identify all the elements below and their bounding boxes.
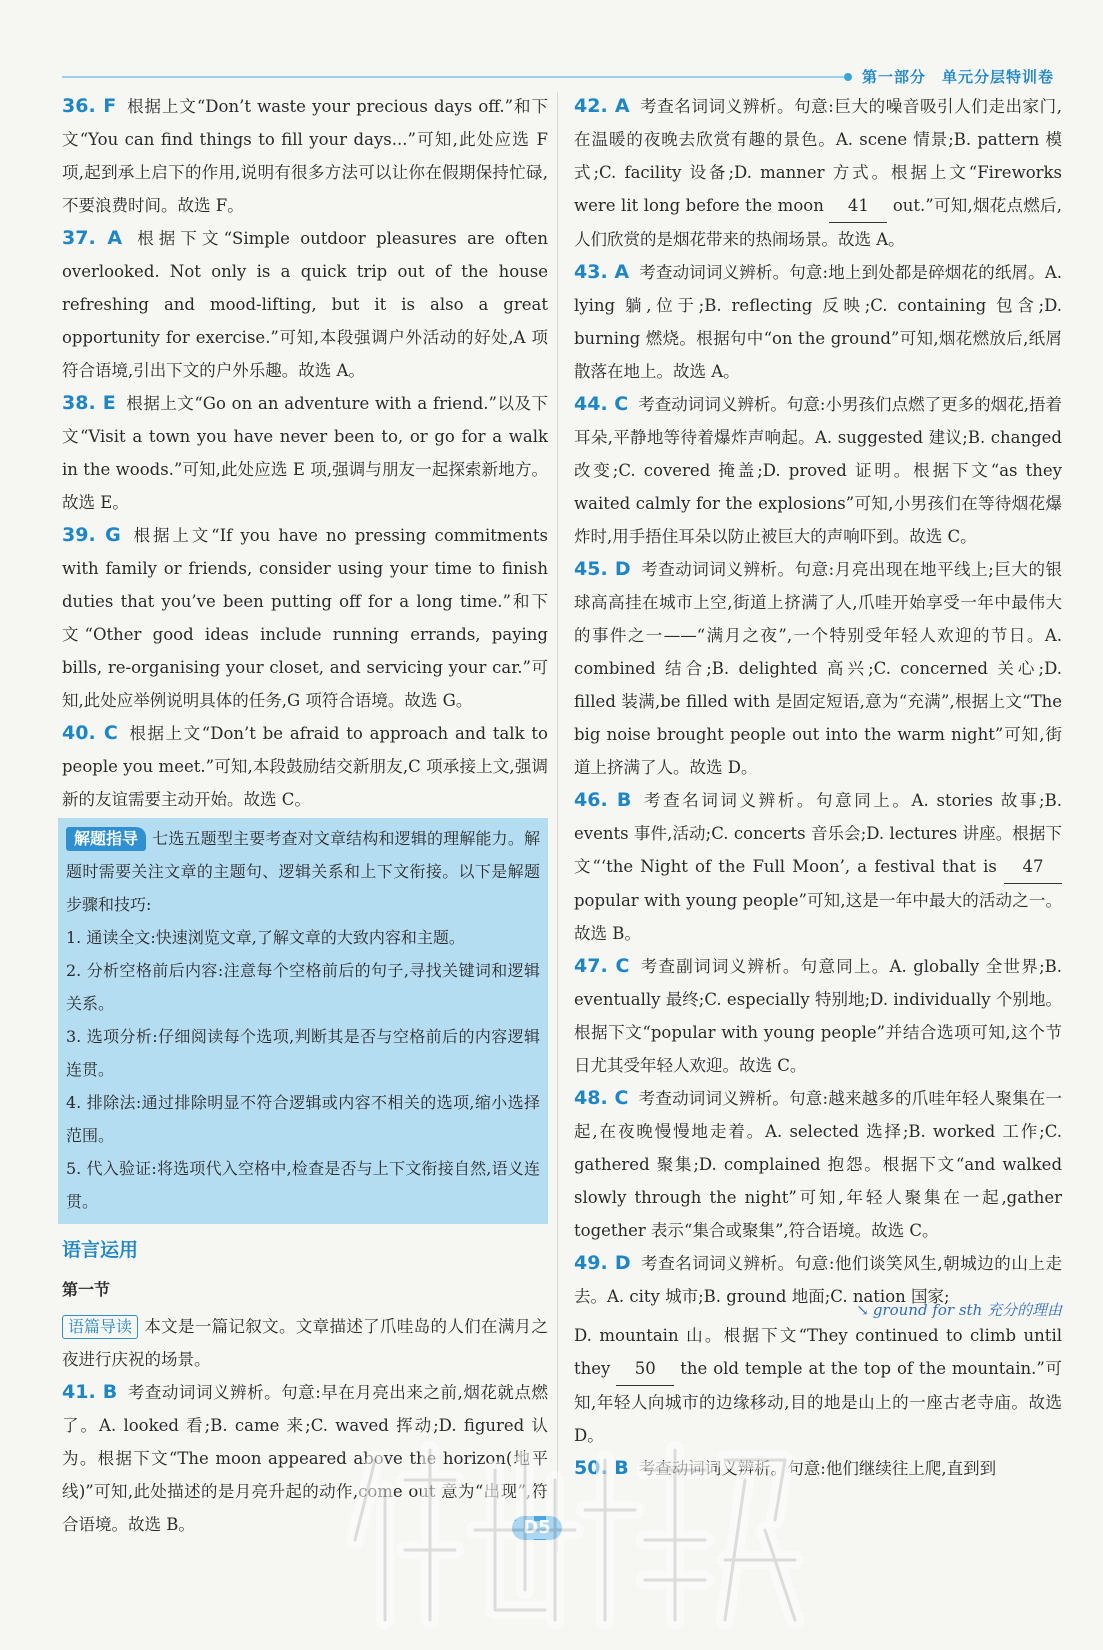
- answer-number: 48. C: [574, 1087, 629, 1109]
- header-line: [62, 76, 844, 78]
- answer-number: 38. E: [62, 392, 116, 414]
- answer-text: 考查动词词义辨析。句意:小男孩们点燃了更多的烟花,捂着耳朵,平静地等待着爆炸声响起。A. suggested 建议;B. changed 改变;C. covered 掩盖;D. proved 证明。根据下文“as they waited calmly for the explosions”可知,小男孩们在等待烟花爆炸时,用手捂住耳朵以防止被巨大的声响吓到。故选 C。: [574, 395, 1062, 546]
- answer-text: 考查动词词义辨析。句意:早在月亮出来之前,烟花就点燃了。A. looked 看;B. came 来;C. waved 挥动;D. figured 认为。根据下文“The moon appeared above the horizon(地平线)”可知,此处描述的是月亮升起的动作,come out 意为“出现”,符合语境。故选 B。: [62, 1383, 548, 1534]
- solving-guide-tag: 解题指导: [66, 827, 146, 851]
- answer-text: the old temple at the top of the mountain.”可知,年轻人向城市的边缘移动,目的地是山上的一座古老寺庙。故选 D。: [574, 1359, 1062, 1445]
- column-divider: [557, 92, 558, 1552]
- answer-text: 根据下文“Simple outdoor pleasures are often overlooked. Not only is a quick trip out of the house refreshing and mood-lifting, but it is also a great opportunity for exercise.”可知,本段强调户外活动的好处,A 项符合语境,引出下文的户外乐趣。故选 A。: [62, 229, 548, 380]
- blank-number: 47: [1004, 850, 1062, 884]
- handwritten-note-text: ground for sth 充分的理由: [872, 1301, 1062, 1319]
- answer-number: 40. C: [62, 722, 118, 744]
- header-dot: [844, 73, 852, 81]
- header-title: 单元分层特训卷: [942, 68, 1055, 86]
- answer-text: out.”可知,烟花点燃后,人们欣赏的是烟花带来的热闹场景。故选 A。: [574, 196, 1063, 249]
- answer-text: 考查名词词义辨析。句意:巨大的噪音吸引人们走出家门,在温暖的夜晚去欣赏有趣的景色。A. scene 情景;B. pattern 模式;C. facility 设备;D. manner 方式。根据上文“Fireworks were lit long before the moon: [574, 97, 1062, 215]
- guide-step: 5. 代入验证:将选项代入空格中,检查是否与上下文衔接自然,语义连贯。: [66, 1159, 540, 1211]
- solving-guide-box: [58, 818, 548, 1224]
- answer-47: [574, 950, 1062, 1082]
- answer-38: [62, 387, 548, 519]
- answer-text: 根据上文“Don’t be afraid to approach and talk to people you meet.”可知,本段鼓励结交新朋友,C 项承接上文,强调新的友谊需要主动开始。故选 C。: [62, 724, 548, 809]
- reading-guide-text: 本文是一篇记叙文。文章描述了爪哇岛的人们在满月之夜进行庆祝的场景。: [62, 1317, 548, 1369]
- section-title: 语言运用: [62, 1239, 139, 1261]
- answer-number: 44. C: [574, 393, 629, 415]
- answer-text: D. mountain 山。根据下文“They continued to climb until they: [574, 1326, 1062, 1378]
- right-column: [574, 90, 1062, 1485]
- answer-36: [62, 90, 548, 222]
- solving-guide-intro: 七选五题型主要考查对文章结构和逻辑的理解能力。解题时需要关注文章的主题句、逻辑关系和上下文衔接。以下是解题步骤和技巧:: [66, 829, 540, 914]
- answer-48: [574, 1082, 1062, 1247]
- header-part: 第一部分: [862, 68, 927, 86]
- answer-number: 39. G: [62, 524, 121, 546]
- answer-41: [62, 1376, 548, 1541]
- answer-text: 考查动词词义辨析。句意:他们继续往上爬,直到到: [638, 1459, 997, 1478]
- answer-45: [574, 553, 1062, 784]
- reading-guide-tag: 语篇导读: [62, 1315, 138, 1339]
- answer-number: 42. A: [574, 95, 630, 117]
- answer-39: [62, 519, 548, 717]
- answer-text: 考查名词词义辨析。句意同上。A. stories 故事;B. events 事件,活动;C. concerts 音乐会;D. lectures 讲座。根据下文“‘the Night of the Full Moon’, a festival that is: [574, 791, 1062, 876]
- reading-guide: [62, 1310, 548, 1376]
- guide-step: 3. 选项分析:仔细阅读每个选项,判断其是否与空格前后的内容逻辑连贯。: [66, 1027, 540, 1079]
- answer-text: 考查副词词义辨析。句意同上。A. globally 全世界;B. eventually 最终;C. especially 特别地;D. individually 个别地。根据下文“popular with young people”并结合选项可知,这个节日尤其受年轻人欢迎。故选 C。: [574, 957, 1062, 1075]
- answer-40: [62, 717, 548, 816]
- answer-50: [574, 1452, 1062, 1485]
- answer-number: 37. A: [62, 227, 123, 249]
- answer-number: 47. C: [574, 955, 630, 977]
- page-header: [862, 66, 1054, 87]
- answer-43: [574, 256, 1062, 388]
- answer-text: 根据上文“If you have no pressing commitments with family or friends, consider using your time to finish duties that you’ve been putting off for a long time.”和下文“Other good ideas include running errands, paying bills, re-organising your closet, and servicing your car.”可知,此处应举例说明具体的任务,G 项符合语境。故选 G。: [62, 526, 549, 710]
- answer-text: 考查名词词义辨析。句意:他们谈笑风生,朝城边的山上走去。A. city 城市;B. ground 地面;C. nation 国家;: [574, 1254, 1062, 1306]
- answer-text: 考查动词词义辨析。句意:地上到处都是碎烟花的纸屑。A. lying 躺,位于;B. reflecting 反映;C. containing 包含;D. burning 燃烧。根据句中“on the ground”可知,烟花燃放后,纸屑散落在地上。故选 A。: [574, 263, 1062, 381]
- page-number: D5: [512, 1516, 562, 1540]
- answer-text: 考查动词词义辨析。句意:越来越多的爪哇年轻人聚集在一起,在夜晚慢慢地走着。A. selected 选择;B. worked 工作;C. gathered 聚集;D. complained 抱怨。根据下文“and walked slowly through the night”可知,年轻人聚集在一起,gather together 表示“集合或聚集”,符合语境。故选 C。: [574, 1089, 1063, 1240]
- answer-number: 45. D: [574, 558, 631, 580]
- answer-number: 49. D: [574, 1252, 631, 1274]
- guide-step: 2. 分析空格前后内容:注意每个空格前后的句子,寻找关键词和逻辑关系。: [66, 961, 540, 1013]
- answer-number: 41. B: [62, 1381, 118, 1403]
- subsection-title: 第一节: [62, 1280, 111, 1299]
- answer-37: [62, 222, 548, 387]
- answer-number: 50. B: [574, 1457, 629, 1479]
- guide-step: 4. 排除法:通过排除明显不符合逻辑或内容不相关的选项,缩小选择范围。: [66, 1093, 540, 1145]
- blank-number: 50: [616, 1352, 674, 1386]
- answer-number: 46. B: [574, 789, 632, 811]
- answer-text: 考查动词词义辨析。句意:月亮出现在地平线上;巨大的银球高高挂在城市上空,街道上挤满了人,爪哇开始享受一年中最伟大的事件之一——“满月之夜”,一个特别受年轻人欢迎的节日。A. combined 结合;B. delighted 高兴;C. concerned 关心;D. filled 装满,be filled with 是固定短语,意为“充满”,根据上文“The big noise brought people out into the warm night”可知,街道上挤满了人。故选 D。: [574, 560, 1062, 777]
- answer-49-continued: [574, 1319, 1062, 1452]
- note-arrow-icon: ↘: [856, 1301, 869, 1319]
- answer-number: 36. F: [62, 95, 117, 117]
- answer-46: [574, 784, 1062, 950]
- answer-text: 根据上文“Go on an adventure with a friend.”以及下文“Visit a town you have never been to, or go for a walk in the woods.”可知,此处应选 E 项,强调与朋友一起探索新地方。故选 E。: [62, 394, 548, 512]
- answer-number: 43. A: [574, 261, 630, 283]
- answer-text: popular with young people”可知,这是一年中最大的活动之一。故选 B。: [574, 891, 1062, 943]
- answer-44: [574, 388, 1062, 553]
- answer-text: 根据上文“Don’t waste your precious days off.”和下文“You can find things to fill your days...”可知,此处应选 F 项,起到承上启下的作用,说明有很多方法可以让你在假期保持忙碌,不要浪费时间。故选 F。: [62, 97, 548, 215]
- answer-42: [574, 90, 1062, 256]
- blank-number: 41: [829, 189, 887, 223]
- guide-step: 1. 通读全文:快速浏览文章,了解文章的大致内容和主题。: [66, 928, 465, 947]
- left-column: [62, 90, 548, 1541]
